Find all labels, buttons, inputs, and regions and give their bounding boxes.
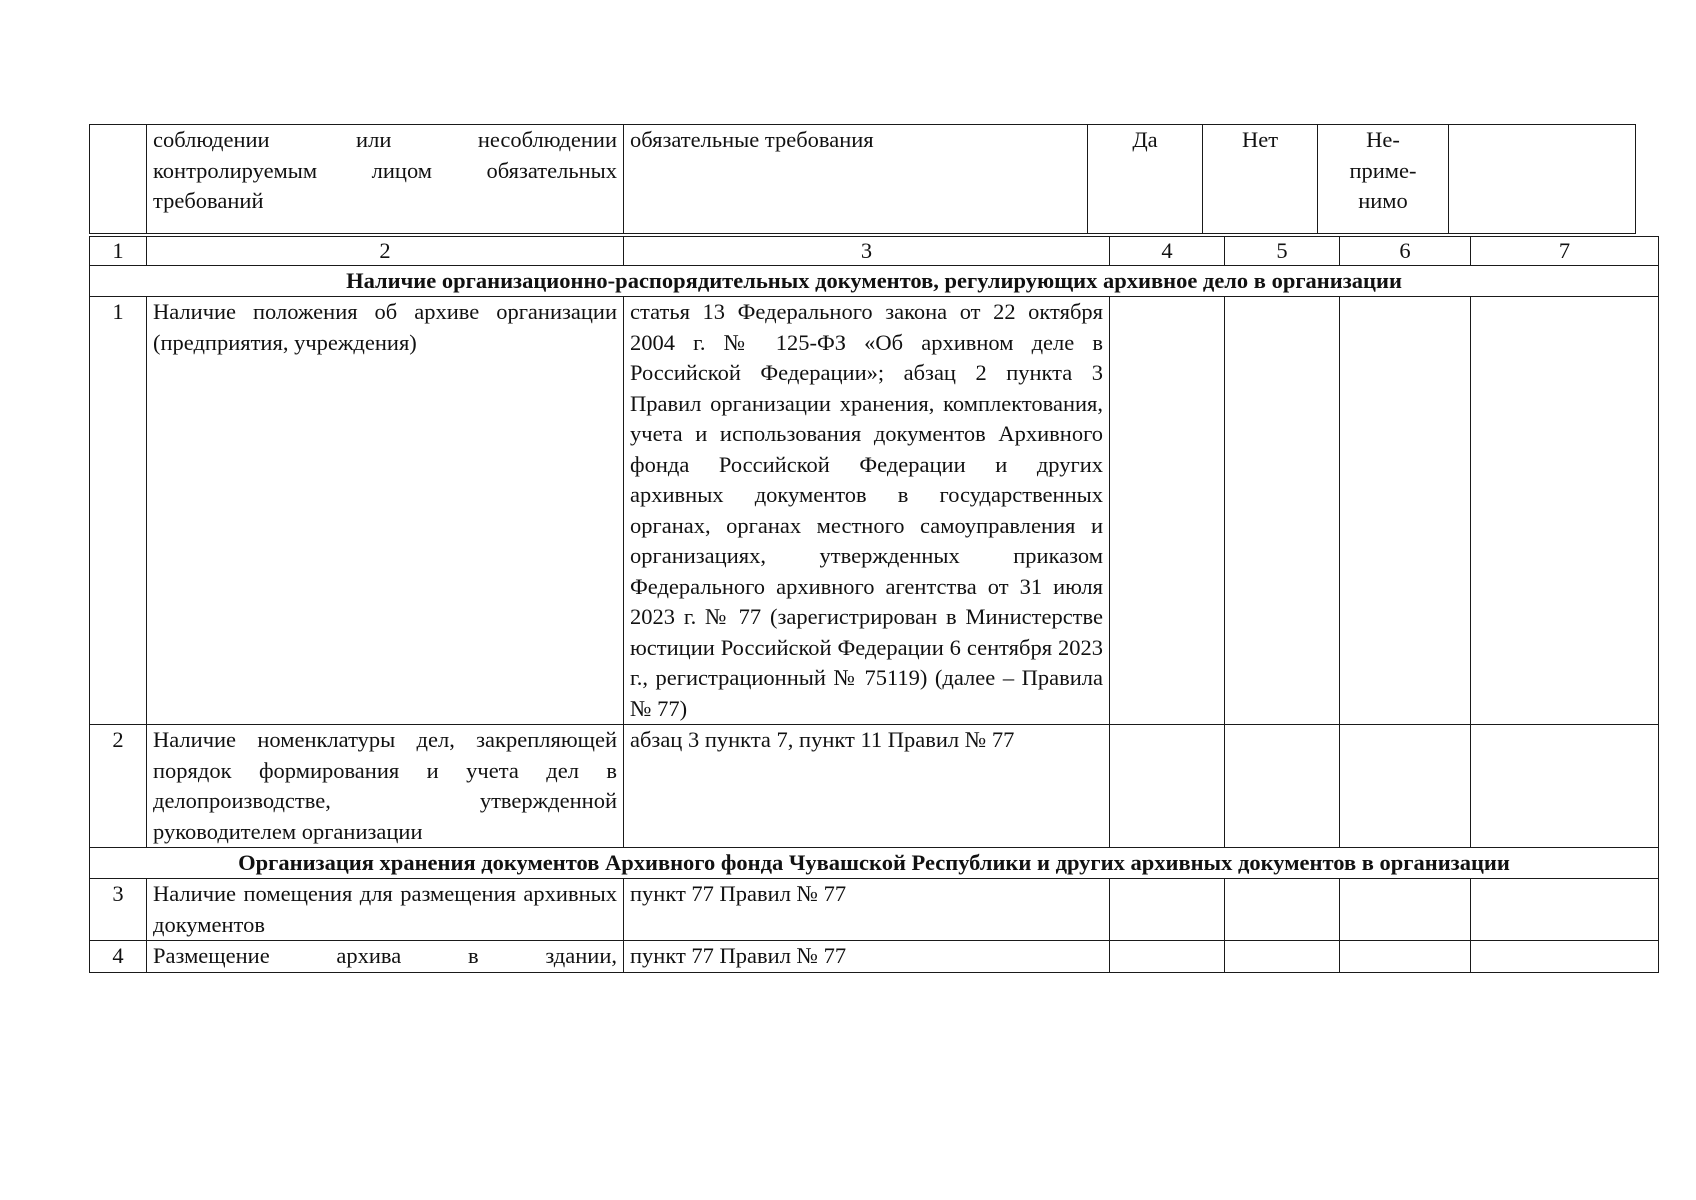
checklist-table (89, 236, 1659, 973)
header-na-line2: приме- (1349, 157, 1417, 183)
section-heading: Наличие организационно-распорядительных документов, регулирующих архивное дело в организации (90, 266, 1659, 297)
answer-na-cell[interactable] (1340, 725, 1471, 848)
row-requirement: статья 13 Федерального закона от 22 октября 2004 г. № 125-ФЗ «Об архивном деле в Российской Федерации»; абзац 2 пункта 3 Правил организации хранения, комплектования, учета и использования документов Архивного фонда Российской Федерации и других архивных документов в государственных органах, органах местного самоуправления и организациях, утвержденных приказом Федерального архивного агентства от 31 июля 2023 г. № 77 (зарегистрирован в Министерстве юстиции Российской Федерации 6 сентября 2023 г., регистрационный № 75119) (далее – Правила № 77) (624, 297, 1110, 725)
answer-yes-cell[interactable] (1110, 941, 1225, 973)
answer-no-cell[interactable] (1225, 941, 1340, 973)
table-header-continuation (89, 124, 1636, 234)
row-requirement: пункт 77 Правил № 77 (624, 879, 1110, 941)
answer-yes-cell[interactable] (1110, 725, 1225, 848)
section-heading-row (90, 848, 1659, 879)
column-index-row (90, 237, 1659, 266)
row-question: Наличие помещения для размещения архивных документов (147, 879, 624, 941)
column-index: 4 (1110, 237, 1225, 266)
answer-na-cell[interactable] (1340, 879, 1471, 941)
row-requirement: абзац 3 пункта 7, пункт 11 Правил № 77 (624, 725, 1110, 848)
notes-cell[interactable] (1471, 725, 1659, 848)
table-row (90, 879, 1659, 941)
answer-no-cell[interactable] (1225, 297, 1340, 725)
notes-cell[interactable] (1471, 941, 1659, 973)
row-number: 2 (90, 725, 147, 848)
answer-yes-cell[interactable] (1110, 879, 1225, 941)
answer-no-cell[interactable] (1225, 879, 1340, 941)
header-cell-num (90, 125, 147, 234)
header-requirement: обязательные требования (624, 125, 1088, 234)
row-requirement: пункт 77 Правил № 77 (624, 941, 1110, 973)
notes-cell[interactable] (1471, 297, 1659, 725)
header-notes (1449, 125, 1636, 234)
answer-yes-cell[interactable] (1110, 297, 1225, 725)
notes-cell[interactable] (1471, 879, 1659, 941)
header-not-applicable (1318, 125, 1449, 234)
section-heading-row (90, 266, 1659, 297)
header-na-line1: Не- (1366, 127, 1400, 152)
section-heading: Организация хранения документов Архивного фонда Чувашской Республики и других архивных документов в организации (90, 848, 1659, 879)
header-yes: Да (1088, 125, 1203, 234)
table-row (90, 941, 1659, 973)
table-row (90, 297, 1659, 725)
row-question: Наличие положения об архиве организации (предприятия, учреждения) (147, 297, 624, 725)
column-index: 6 (1340, 237, 1471, 266)
column-index: 1 (90, 237, 147, 266)
row-question: Размещение архива в здании, (147, 941, 624, 973)
row-number: 3 (90, 879, 147, 941)
column-index: 5 (1225, 237, 1340, 266)
header-no: Нет (1203, 125, 1318, 234)
table-row (90, 725, 1659, 848)
row-number: 1 (90, 297, 147, 725)
column-index: 2 (147, 237, 624, 266)
row-question: Наличие номенклатуры дел, закрепляющей порядок формирования и учета дел в делопроизводстве, утвержденной руководителем организации (147, 725, 624, 848)
answer-na-cell[interactable] (1340, 941, 1471, 973)
header-question: соблюдении или несоблюдении контролируемым лицом обязательных требований (147, 125, 624, 234)
column-index: 7 (1471, 237, 1659, 266)
row-number: 4 (90, 941, 147, 973)
column-index: 3 (624, 237, 1110, 266)
header-na-line3: нимо (1358, 188, 1408, 213)
answer-na-cell[interactable] (1340, 297, 1471, 725)
answer-no-cell[interactable] (1225, 725, 1340, 848)
